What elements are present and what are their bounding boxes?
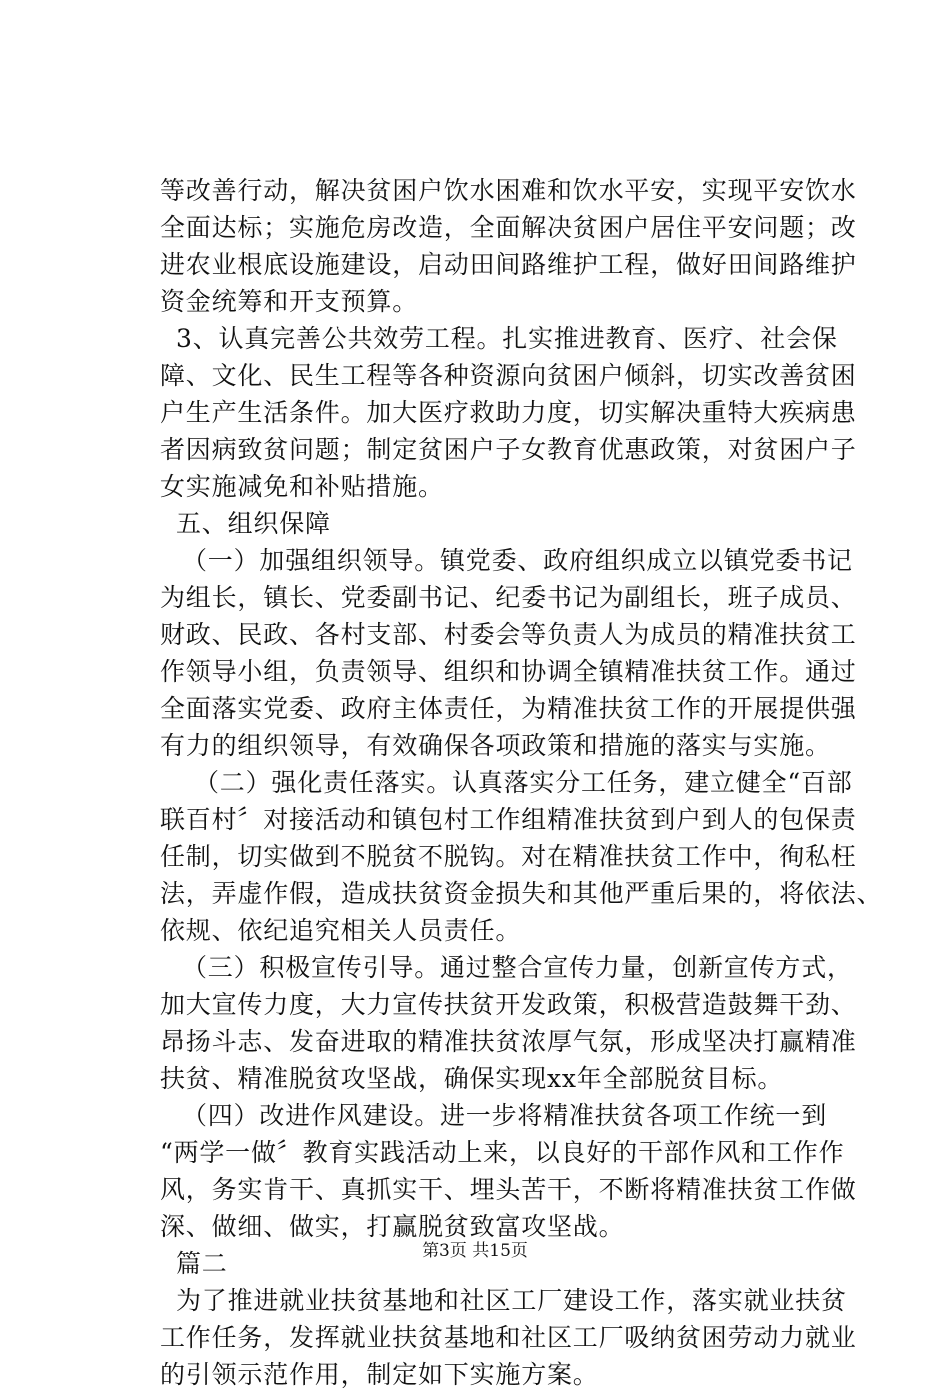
text-line: 进农业根底设施建设，启动田间路维护工程，做好田间路维护 <box>160 250 857 279</box>
paragraph-start-line: （四）改进作风建设。进一步将精准扶贫各项工作统一到 <box>182 1101 828 1130</box>
text-line: 财政、民政、各村支部、村委会等负责人为成员的精准扶贫工 <box>160 620 857 649</box>
text-line: 户生产生活条件。加大医疗救助力度，切实解决重特大疾病患 <box>160 398 857 427</box>
text-line: “两学一做〞教育实践活动上来，以良好的干部作风和工作作 <box>160 1138 845 1167</box>
text-line: 联百村〞对接活动和镇包村工作组精准扶贫到户到人的包保责 <box>160 805 857 834</box>
text-line: 有力的组织领导，有效确保各项政策和措施的落实与实施。 <box>160 731 831 760</box>
text-line: 全面达标；实施危房改造，全面解决贫困户居住平安问题；改 <box>160 213 857 242</box>
section-heading: 五、组织保障 <box>176 509 331 538</box>
paragraph-start-line: （三）积极宣传引导。通过整合宣传力量，创新宣传方式， <box>182 953 853 982</box>
text-line: 资金统筹和开支预算。 <box>160 287 419 316</box>
text-line: 扶贫、精准脱贫攻坚战，确保实现xx年全部脱贫目标。 <box>160 1064 784 1093</box>
section-heading: 篇二 <box>176 1249 228 1278</box>
text-line: 法，弄虚作假，造成扶贫资金损失和其他严重后果的，将依法、 <box>160 879 883 908</box>
text-line: 的引领示范作用，制定如下实施方案。 <box>160 1360 599 1389</box>
text-line: 任制，切实做到不脱贫不脱钩。对在精准扶贫工作中，徇私枉 <box>160 842 857 871</box>
text-line: 女实施减免和补贴措施。 <box>160 472 444 501</box>
text-line: 等改善行动，解决贫困户饮水困难和饮水平安，实现平安饮水 <box>160 176 857 205</box>
text-line: 加大宣传力度，大力宣传扶贫开发政策，积极营造鼓舞干劲、 <box>160 990 857 1019</box>
text-line: 工作任务，发挥就业扶贫基地和社区工厂吸纳贫困劳动力就业 <box>160 1323 857 1352</box>
body-text <box>160 172 883 1393</box>
text-line: 为组长，镇长、党委副书记、纪委书记为副组长，班子成员、 <box>160 583 857 612</box>
page-footer <box>0 1240 950 1262</box>
text-line: 者因病致贫问题；制定贫困户子女教育优惠政策，对贫困户子 <box>160 435 857 464</box>
paragraph-start-line: （一）加强组织领导。镇党委、政府组织成立以镇党委书记 <box>182 546 853 575</box>
text-line: 昂扬斗志、发奋进取的精准扶贫浓厚气氛，形成坚决打赢精准 <box>160 1027 857 1056</box>
page-number-label: 第3页 共15页 <box>422 1241 528 1261</box>
text-line: 全面落实党委、政府主体责任，为精准扶贫工作的开展提供强 <box>160 694 857 723</box>
text-line: 作领导小组，负责领导、组织和协调全镇精准扶贫工作。通过 <box>160 657 857 686</box>
paragraph-start-line: （二）强化责任落实。认真落实分工任务，建立健全“百部 <box>194 768 853 797</box>
paragraph-start-line: 为了推进就业扶贫基地和社区工厂建设工作，落实就业扶贫 <box>176 1286 847 1315</box>
paragraph-start-line: 3、认真完善公共效劳工程。扎实推进教育、医疗、社会保 <box>176 324 838 353</box>
text-line: 障、文化、民生工程等各种资源向贫困户倾斜，切实改善贫困 <box>160 361 857 390</box>
text-line: 依规、依纪追究相关人员责任。 <box>160 916 522 945</box>
text-line: 深、做细、做实，打赢脱贫致富攻坚战。 <box>160 1212 625 1241</box>
text-line: 风，务实肯干、真抓实干、埋头苦干，不断将精准扶贫工作做 <box>160 1175 857 1204</box>
